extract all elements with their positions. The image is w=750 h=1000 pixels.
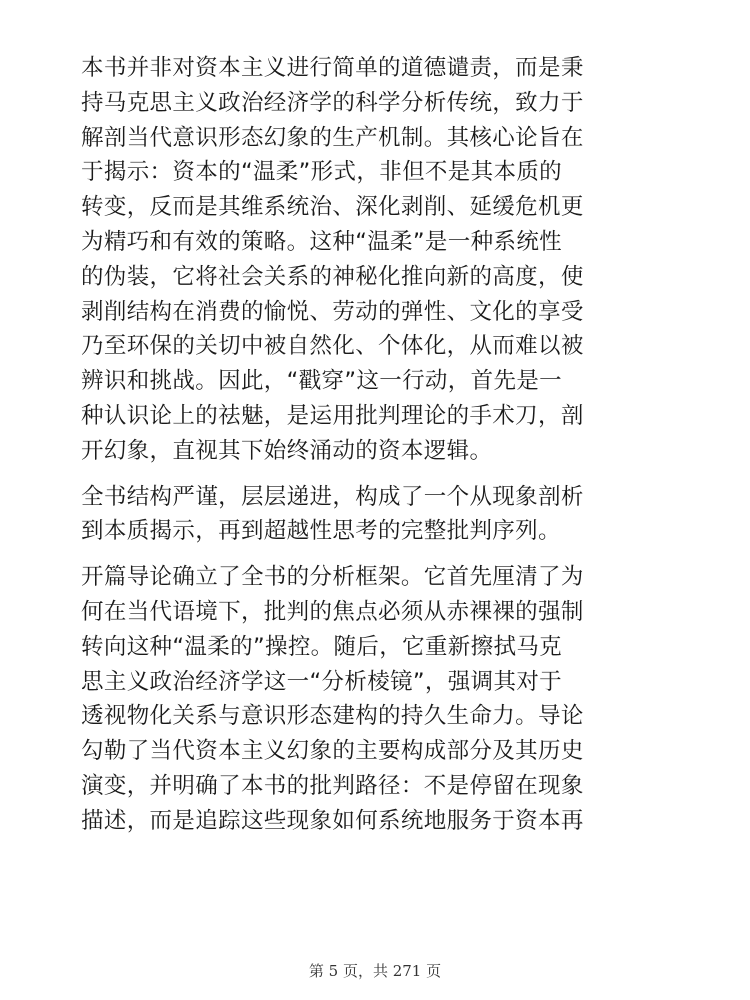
body-paragraph-2: 全书结构严谨，层层递进，构成了一个从现象剖析 到本质揭示，再到超越性思考的完整批判序列。 — [81, 483, 584, 545]
page-number-footer: 第 5 页，共 271 页 — [308, 962, 442, 980]
body-paragraph-3: 开篇导论确立了全书的分析框架。它首先厘清了为 何在当代语境下，批判的焦点必须从赤裸裸的强制 转向这种“温柔的”操控。随后，它重新擦拭马克 思主义政治经济学这一“分析棱镜”，强调其对于 透视物化关系与意识形态建构的持久生命力。导论 勾勒了当代资本主义幻象的主要构成部分及其历史 演变，并明确了本书的批判路径：不是停留在现象 描述，而是追踪这些现象如何系统地服务于资本再 — [81, 564, 584, 834]
body-paragraph-1: 本书并非对资本主义进行简单的道德谴责，而是秉 持马克思主义政治经济学的科学分析传统，致力于 解剖当代意识形态幻象的生产机制。其核心论旨在 于揭示：资本的“温柔”形式，非但不是其本质的 转变，反而是其维系统治、深化剥削、延缓危机更 为精巧和有效的策略。这种“温柔”是一种系统性 的伪装，它将社会关系的神秘化推向新的高度，使 剥削结构在消费的愉悦、劳动的弹性、文化的享受 乃至环保的关切中被自然化、个体化，从而难以被 辨识和挑战。因此，“戳穿”这一行动，首先是一 种认识论上的祛魅，是运用批判理论的手术刀，剖 开幻象，直视其下始终涌动的资本逻辑。 — [81, 55, 584, 464]
page-body — [81, 51, 676, 839]
